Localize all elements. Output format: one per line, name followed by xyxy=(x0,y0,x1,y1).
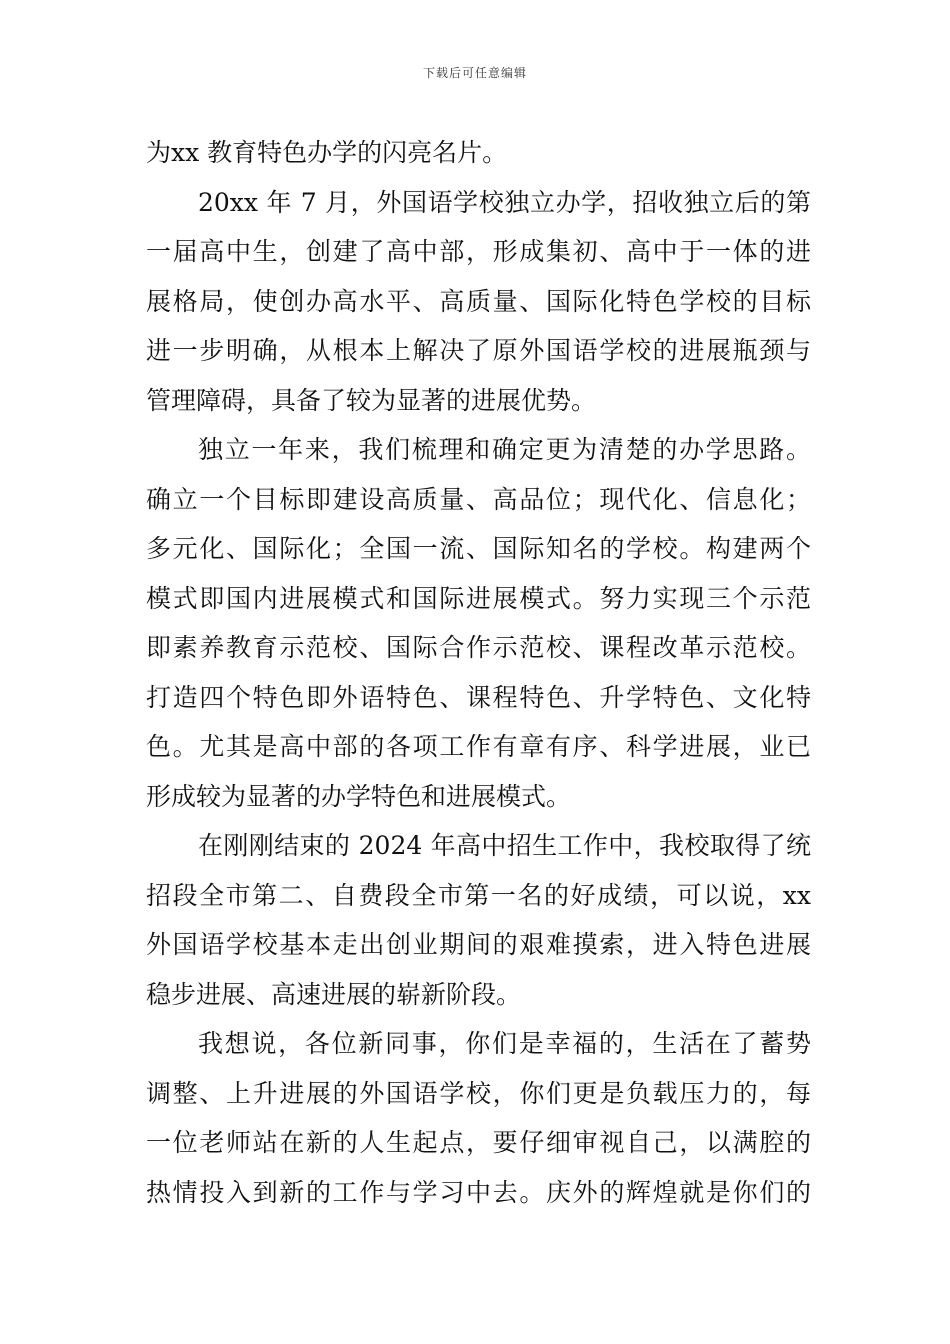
text-line: 即素养教育示范校、国际合作示范校、课程改革示范校。 xyxy=(146,633,811,662)
text-line: 一位老师站在新的人生起点，要仔细审视自己，以满腔的 xyxy=(146,1128,811,1157)
text-line: 外国语学校基本走出创业期间的艰难摸索，进入特色进展 xyxy=(146,930,811,959)
page-header: 下载后可任意编辑 xyxy=(422,66,527,80)
text-line: 调整、上升进展的外国语学校，你们更是负载压力的，每 xyxy=(146,1078,811,1108)
text-line: 稳步进展、高速进展的崭新阶段。 xyxy=(146,979,522,1009)
text-line: 模式即国内进展模式和国际进展模式。努力实现三个示范 xyxy=(146,583,811,613)
text-line: 热情投入到新的工作与学习中去。庆外的辉煌就是你们的 xyxy=(146,1177,811,1207)
text-line: 打造四个特色即外语特色、课程特色、升学特色、文化特 xyxy=(146,682,811,712)
text-line: 多元化、国际化；全国一流、国际知名的学校。构建两个 xyxy=(146,534,811,563)
text-line: 展格局，使创办高水平、高质量、国际化特色学校的目标 xyxy=(146,286,811,316)
text-line: 管理障碍，具备了较为显著的进展优势。 xyxy=(146,385,597,415)
text-line: 独立一年来，我们梳理和确定更为清楚的办学思路。 xyxy=(198,435,811,464)
text-line: 确立一个目标即建设高质量、高品位；现代化、信息化； xyxy=(146,484,811,514)
text-line: 在刚刚结束的 2024 年高中招生工作中，我校取得了统 xyxy=(198,831,811,860)
document-body xyxy=(146,128,811,1217)
text-line: 色。尤其是高中部的各项工作有章有序、科学进展，业已 xyxy=(146,732,811,761)
text-line: 招段全市第二、自费段全市第一名的好成绩，可以说，xx xyxy=(146,880,811,910)
text-line: 为xx 教育特色办学的闪亮名片。 xyxy=(146,138,508,167)
text-line: 形成较为显著的办学特色和进展模式。 xyxy=(146,781,572,811)
text-line: 20xx 年 7 月，外国语学校独立办学，招收独立后的第 xyxy=(198,187,811,217)
text-line: 一届高中生，创建了高中部，形成集初、高中于一体的进 xyxy=(146,237,811,266)
text-line: 我想说，各位新同事，你们是幸福的，生活在了蓄势 xyxy=(198,1029,811,1058)
text-line: 进一步明确，从根本上解决了原外国语学校的进展瓶颈与 xyxy=(146,336,811,365)
